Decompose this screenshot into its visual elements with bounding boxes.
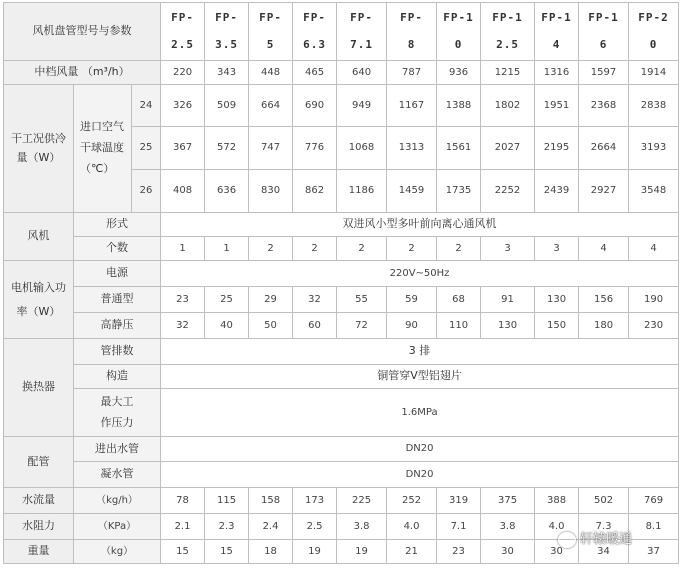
exchanger-pressure-value: 1.6MPa [161, 389, 679, 437]
model-header: FP- 8 [387, 3, 437, 61]
cooling-cell: 2368 [579, 85, 629, 127]
weight-cell: 15 [205, 540, 249, 564]
waterflow-cell: 502 [579, 488, 629, 514]
airflow-cell: 448 [249, 61, 293, 85]
motor-quiet-cell: 40 [205, 313, 249, 339]
resistance-cell: 2.3 [205, 514, 249, 540]
fan-count-cell: 2 [249, 237, 293, 261]
motor-quiet-cell: 60 [293, 313, 337, 339]
fan-count-cell: 3 [481, 237, 535, 261]
piping-drain-label: 凝水管 [74, 462, 161, 488]
motor-quiet-cell: 32 [161, 313, 205, 339]
resistance-unit: （KPa） [74, 514, 161, 540]
weight-unit: （kg） [74, 540, 161, 564]
resistance-cell: 2.5 [293, 514, 337, 540]
cooling-cell: 2927 [579, 170, 629, 213]
header-label: 风机盘管型号与参数 [4, 3, 161, 61]
motor-normal-row [4, 287, 679, 313]
resistance-cell: 3.8 [481, 514, 535, 540]
motor-normal-cell: 55 [337, 287, 387, 313]
fan-count-cell: 2 [337, 237, 387, 261]
fan-count-cell: 2 [437, 237, 481, 261]
motor-power-row [4, 261, 679, 287]
motor-normal-cell: 190 [629, 287, 679, 313]
motor-quiet-cell: 230 [629, 313, 679, 339]
temp-cell: 24 [132, 85, 161, 127]
motor-quiet-cell: 150 [535, 313, 579, 339]
model-header: FP- 7.1 [337, 3, 387, 61]
cooling-cell: 1459 [387, 170, 437, 213]
weight-cell: 37 [629, 540, 679, 564]
piping-inout-value: DN20 [161, 437, 679, 462]
weight-cell: 15 [161, 540, 205, 564]
resistance-cell: 4.0 [535, 514, 579, 540]
model-header: FP-1 2.5 [481, 3, 535, 61]
temp-cell: 26 [132, 170, 161, 213]
resistance-cell: 7.1 [437, 514, 481, 540]
fan-count-cell: 1 [205, 237, 249, 261]
cooling-cell: 2195 [535, 127, 579, 170]
waterflow-label: 水流量 [4, 488, 74, 514]
fan-form-row [4, 213, 679, 237]
piping-inout-row [4, 437, 679, 462]
weight-cell: 21 [387, 540, 437, 564]
temp-cell: 25 [132, 127, 161, 170]
fan-count-cell: 4 [629, 237, 679, 261]
piping-drain-value: DN20 [161, 462, 679, 488]
weight-cell: 30 [481, 540, 535, 564]
cooling-cell: 326 [161, 85, 205, 127]
cooling-cell: 2838 [629, 85, 679, 127]
weight-label: 重量 [4, 540, 74, 564]
motor-quiet-cell: 110 [437, 313, 481, 339]
waterflow-cell: 173 [293, 488, 337, 514]
airflow-cell: 936 [437, 61, 481, 85]
model-header: FP-1 4 [535, 3, 579, 61]
weight-cell: 34 [579, 540, 629, 564]
weight-cell: 30 [535, 540, 579, 564]
motor-quiet-cell: 72 [337, 313, 387, 339]
motor-normal-cell: 59 [387, 287, 437, 313]
model-header: FP- 3.5 [205, 3, 249, 61]
fan-label: 风机 [4, 213, 74, 261]
model-header: FP- 6.3 [293, 3, 337, 61]
motor-normal-cell: 156 [579, 287, 629, 313]
cooling-cell: 367 [161, 127, 205, 170]
cooling-cell: 2664 [579, 127, 629, 170]
fan-coil-spec-table [3, 2, 679, 564]
exchanger-rows-value: 3 排 [161, 339, 679, 365]
cooling-cell: 862 [293, 170, 337, 213]
motor-normal-cell: 32 [293, 287, 337, 313]
cooling-cell: 2439 [535, 170, 579, 213]
cooling-cell: 3193 [629, 127, 679, 170]
motor-quiet-cell: 90 [387, 313, 437, 339]
cooling-cell: 664 [249, 85, 293, 127]
cooling-cell: 1068 [337, 127, 387, 170]
motor-normal-cell: 25 [205, 287, 249, 313]
exchanger-pressure-label: 最大工作压力 [74, 389, 161, 437]
cooling-cell: 1388 [437, 85, 481, 127]
motor-normal-cell: 130 [535, 287, 579, 313]
motor-normal-label: 普通型 [74, 287, 161, 313]
resistance-cell: 2.4 [249, 514, 293, 540]
motor-power-label: 电源 [74, 261, 161, 287]
weight-cell: 19 [293, 540, 337, 564]
cooling-cell: 776 [293, 127, 337, 170]
exchanger-rows-label: 管排数 [74, 339, 161, 365]
fan-count-cell: 4 [579, 237, 629, 261]
resistance-cell: 8.1 [629, 514, 679, 540]
waterflow-cell: 388 [535, 488, 579, 514]
resistance-cell: 2.1 [161, 514, 205, 540]
motor-label: 电机输入功率（W） [4, 261, 74, 339]
model-header: FP- 5 [249, 3, 293, 61]
airflow-row [4, 61, 679, 85]
weight-cell: 18 [249, 540, 293, 564]
motor-normal-cell: 23 [161, 287, 205, 313]
fan-form-label: 形式 [74, 213, 161, 237]
motor-power-value: 220V~50Hz [161, 261, 679, 287]
airflow-cell: 220 [161, 61, 205, 85]
motor-quiet-cell: 50 [249, 313, 293, 339]
piping-label: 配管 [4, 437, 74, 488]
watermark [558, 528, 632, 548]
waterflow-row [4, 488, 679, 514]
resistance-cell: 7.3 [579, 514, 629, 540]
motor-quiet-cell: 130 [481, 313, 535, 339]
waterflow-cell: 769 [629, 488, 679, 514]
exchanger-struct-row [4, 365, 679, 389]
cooling-cell: 509 [205, 85, 249, 127]
waterflow-cell: 115 [205, 488, 249, 514]
airflow-cell: 465 [293, 61, 337, 85]
waterflow-cell: 225 [337, 488, 387, 514]
watermark-text: 轩辕暖通 [580, 532, 633, 547]
airflow-cell: 343 [205, 61, 249, 85]
cooling-row [4, 85, 679, 127]
piping-inout-label: 进出水管 [74, 437, 161, 462]
waterflow-unit: （kg/h） [74, 488, 161, 514]
motor-quiet-cell: 180 [579, 313, 629, 339]
cooling-cell: 830 [249, 170, 293, 213]
fan-count-cell: 3 [535, 237, 579, 261]
cooling-cell: 3548 [629, 170, 679, 213]
motor-normal-cell: 29 [249, 287, 293, 313]
cooling-cell: 1561 [437, 127, 481, 170]
motor-quiet-row [4, 313, 679, 339]
exchanger-struct-value: 铜管穿V型铝翅片 [161, 365, 679, 389]
airflow-cell: 640 [337, 61, 387, 85]
cooling-cell: 1167 [387, 85, 437, 127]
cooling-cell: 690 [293, 85, 337, 127]
airflow-cell: 1597 [579, 61, 629, 85]
airflow-label: 中档风量 （m³/h） [4, 61, 161, 85]
cooling-label: 干工况供冷量（W） [4, 85, 74, 213]
wechat-logo-icon [558, 532, 576, 548]
waterflow-cell: 158 [249, 488, 293, 514]
resistance-cell: 4.0 [387, 514, 437, 540]
motor-normal-cell: 68 [437, 287, 481, 313]
cooling-cell: 1313 [387, 127, 437, 170]
motor-normal-cell: 91 [481, 287, 535, 313]
cooling-cell: 636 [205, 170, 249, 213]
cooling-cell: 1802 [481, 85, 535, 127]
fan-count-cell: 1 [161, 237, 205, 261]
waterflow-cell: 319 [437, 488, 481, 514]
airflow-cell: 1215 [481, 61, 535, 85]
exchanger-pressure-row [4, 389, 679, 437]
cooling-sublabel: 进口空气干球温度（℃） [74, 85, 132, 213]
airflow-cell: 787 [387, 61, 437, 85]
waterflow-cell: 252 [387, 488, 437, 514]
fan-count-cell: 2 [387, 237, 437, 261]
model-header: FP-1 6 [579, 3, 629, 61]
cooling-cell: 2027 [481, 127, 535, 170]
motor-quiet-label: 高静压 [74, 313, 161, 339]
weight-cell: 19 [337, 540, 387, 564]
cooling-cell: 1735 [437, 170, 481, 213]
airflow-cell: 1914 [629, 61, 679, 85]
waterflow-cell: 375 [481, 488, 535, 514]
cooling-cell: 2252 [481, 170, 535, 213]
weight-cell: 23 [437, 540, 481, 564]
model-header: FP- 2.5 [161, 3, 205, 61]
cooling-cell: 1951 [535, 85, 579, 127]
cooling-cell: 949 [337, 85, 387, 127]
exchanger-struct-label: 构造 [74, 365, 161, 389]
cooling-cell: 1186 [337, 170, 387, 213]
exchanger-label: 换热器 [4, 339, 74, 437]
fan-count-label: 个数 [74, 237, 161, 261]
model-header: FP-2 0 [629, 3, 679, 61]
header-row [4, 3, 679, 61]
fan-count-row [4, 237, 679, 261]
resistance-cell: 3.8 [337, 514, 387, 540]
resistance-label: 水阻力 [4, 514, 74, 540]
fan-form-value: 双进风小型多叶前向离心通风机 [161, 213, 679, 237]
cooling-cell: 572 [205, 127, 249, 170]
cooling-cell: 747 [249, 127, 293, 170]
waterflow-cell: 78 [161, 488, 205, 514]
model-header: FP-1 0 [437, 3, 481, 61]
exchanger-rows-row [4, 339, 679, 365]
cooling-cell: 408 [161, 170, 205, 213]
piping-drain-row [4, 462, 679, 488]
airflow-cell: 1316 [535, 61, 579, 85]
fan-count-cell: 2 [293, 237, 337, 261]
